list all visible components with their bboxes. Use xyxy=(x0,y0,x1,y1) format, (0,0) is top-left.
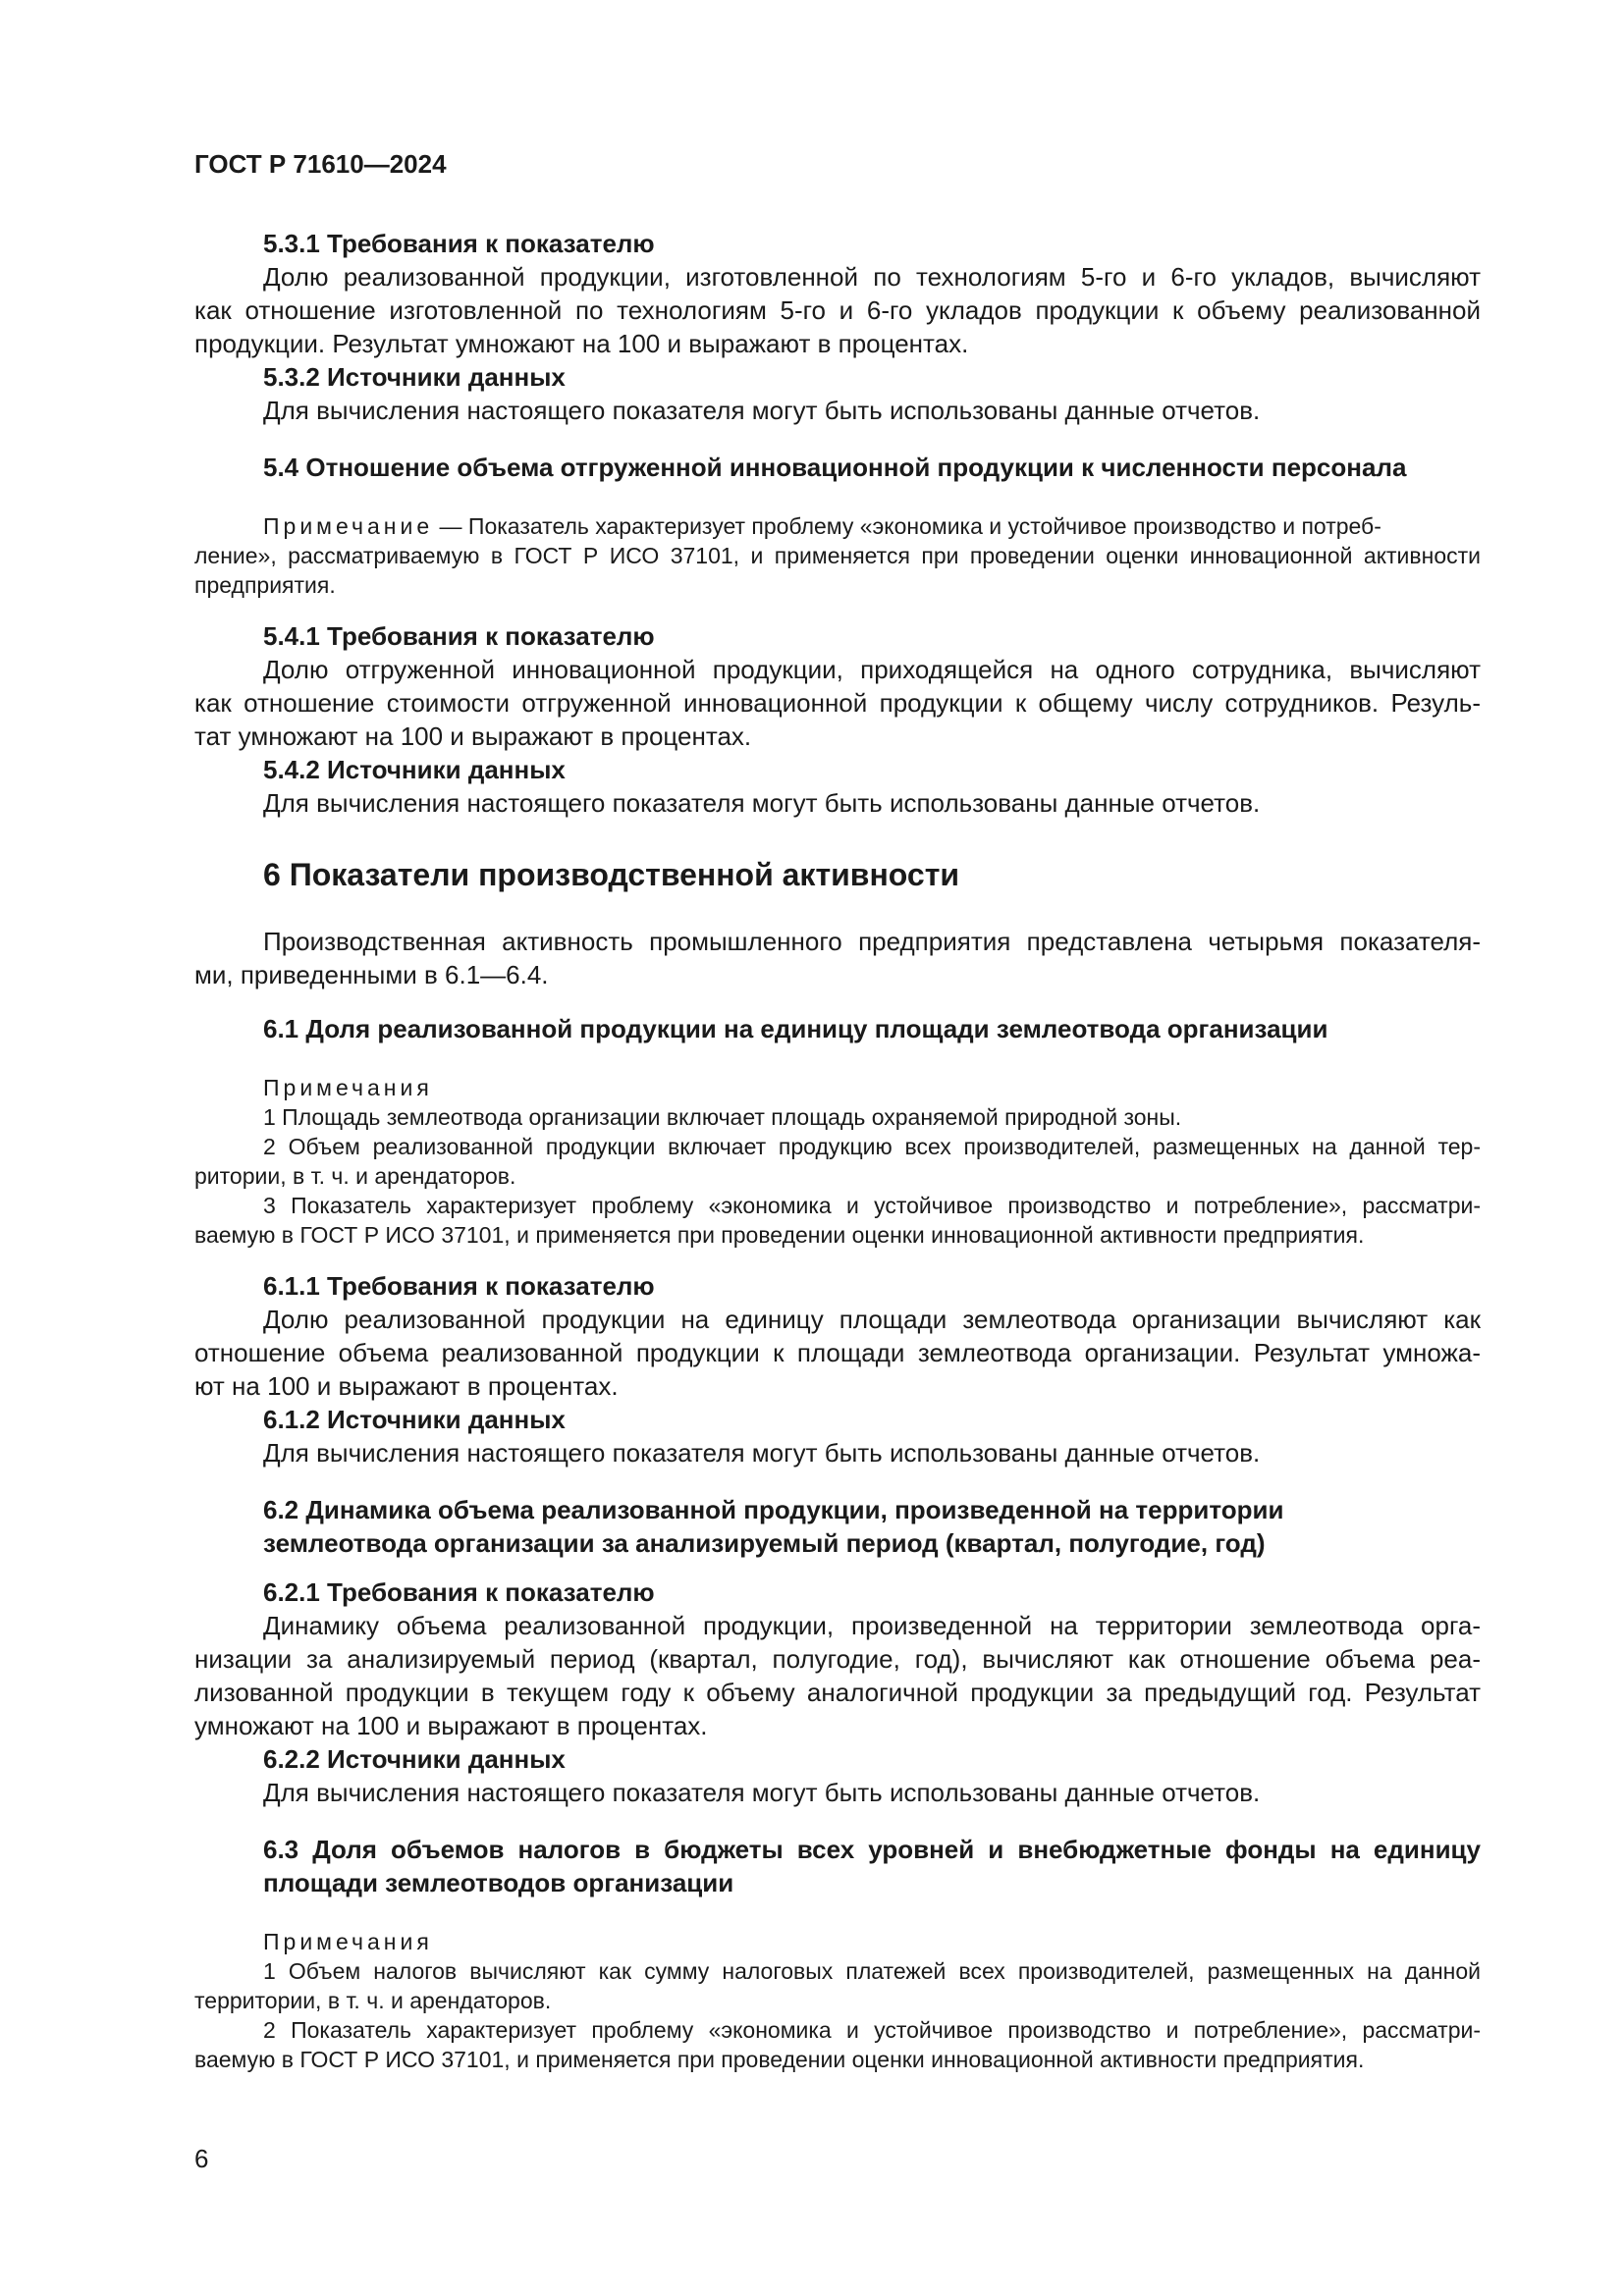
paragraph-line: Динамику объема реализованной продукции, произведенной на территории землеотвода орга- xyxy=(263,1611,1481,1640)
paragraph-line: Для вычисления настоящего показателя могут быть использованы данные отчетов. xyxy=(263,1778,1261,1807)
document-header: ГОСТ Р 71610—2024 xyxy=(194,149,447,179)
subsection-title: 6.1.2 Источники данных xyxy=(263,1405,566,1434)
paragraph-line: лизованной продукции в текущем году к объему аналогичной продукции за предыдущий год. Результат xyxy=(194,1678,1481,1707)
section-title: 6.1 Доля реализованной продукции на единицу площади землеотвода организации xyxy=(263,1014,1328,1043)
subsection-title: 5.4.2 Источники данных xyxy=(263,755,566,784)
note-line: ление», рассматриваемую в ГОСТ Р ИСО 37101, и применяется при проведении оценки инновационной активности xyxy=(194,543,1481,568)
chapter-title: 6 Показатели производственной активности xyxy=(263,857,960,892)
section-title: площади землеотводов организации xyxy=(263,1868,734,1897)
note-label: Примечание xyxy=(263,513,434,539)
subsection-title: 6.2.1 Требования к показателю xyxy=(263,1577,655,1607)
paragraph-line: ют на 100 и выражают в процентах. xyxy=(194,1371,619,1401)
section-title: 5.4 Отношение объема отгруженной инновационной продукции к численности персонала xyxy=(263,453,1407,482)
note-line: 1 Объем налогов вычисляют как сумму налоговых платежей всех производителей, размещенных на данной xyxy=(263,1958,1481,1984)
paragraph-line: отношение объема реализованной продукции к площади землеотвода организации. Результат умножа- xyxy=(194,1338,1481,1367)
note-text: — Показатель характеризует проблему «экономика и устойчивое производство и потреб- xyxy=(439,513,1381,539)
paragraph-line: Долю отгруженной инновационной продукции, приходящейся на одного сотрудника, вычисляют xyxy=(263,655,1481,684)
subsection-title: 5.4.1 Требования к показателю xyxy=(263,621,655,651)
paragraph-line: Для вычисления настоящего показателя могут быть использованы данные отчетов. xyxy=(263,396,1261,425)
subsection-title: 5.3.1 Требования к показателю xyxy=(263,229,655,258)
paragraph-line: Производственная активность промышленного предприятия представлена четырьмя показателя- xyxy=(263,927,1481,956)
paragraph-line: Долю реализованной продукции на единицу площади землеотвода организации вычисляют как xyxy=(263,1305,1481,1334)
note-line: 2 Объем реализованной продукции включает продукцию всех производителей, размещенных на данной тер- xyxy=(263,1134,1481,1159)
paragraph-line: продукции. Результат умножают на 100 и выражают в процентах. xyxy=(194,329,969,358)
section-title: 6.3 Доля объемов налогов в бюджеты всех уровней и внебюджетные фонды на единицу xyxy=(263,1835,1481,1864)
note-line: 2 Показатель характеризует проблему «экономика и устойчивое производство и потребление», рассматри- xyxy=(263,2017,1481,2043)
paragraph-line: тат умножают на 100 и выражают в процентах. xyxy=(194,721,752,751)
paragraph-line: Для вычисления настоящего показателя могут быть использованы данные отчетов. xyxy=(263,788,1261,818)
paragraph-line: как отношение изготовленной по технологиям 5-го и 6-го укладов продукции к объему реализованной xyxy=(194,295,1481,325)
page-number: 6 xyxy=(194,2144,209,2173)
note-line xyxy=(263,511,1481,541)
paragraph-line: Долю реализованной продукции, изготовленной по технологиям 5-го и 6-го укладов, вычисляют xyxy=(263,262,1481,292)
subsection-title: 5.3.2 Источники данных xyxy=(263,362,566,392)
paragraph-line: как отношение стоимости отгруженной инновационной продукции к общему числу сотрудников. Резуль- xyxy=(194,688,1481,718)
note-line: ваемую в ГОСТ Р ИСО 37101, и применяется при проведении оценки инновационной активности предприятия. xyxy=(194,2047,1365,2072)
section-title: 6.2 Динамика объема реализованной продукции, произведенной на территории xyxy=(263,1495,1284,1524)
paragraph-line: Для вычисления настоящего показателя могут быть использованы данные отчетов. xyxy=(263,1438,1261,1468)
note-line: 1 Площадь землеотвода организации включает площадь охраняемой природной зоны. xyxy=(263,1104,1182,1130)
note-line: предприятия. xyxy=(194,572,336,598)
paragraph-line: низации за анализируемый период (квартал, полугодие, год), вычисляют как отношение объема реа- xyxy=(194,1644,1481,1674)
paragraph-line: умножают на 100 и выражают в процентах. xyxy=(194,1711,708,1740)
paragraph-line: ми, приведенными в 6.1—6.4. xyxy=(194,960,549,989)
subsection-title: 6.1.1 Требования к показателю xyxy=(263,1271,655,1301)
note-line: ваемую в ГОСТ Р ИСО 37101, и применяется при проведении оценки инновационной активности предприятия. xyxy=(194,1222,1365,1248)
note-line: территории, в т. ч. и арендаторов. xyxy=(194,1988,552,2013)
subsection-title: 6.2.2 Источники данных xyxy=(263,1744,566,1774)
notes-label: Примечания xyxy=(263,1929,433,1954)
notes-label: Примечания xyxy=(263,1075,433,1100)
note-line: ритории, в т. ч. и арендаторов. xyxy=(194,1163,516,1189)
note-line: 3 Показатель характеризует проблему «экономика и устойчивое производство и потребление», рассматри- xyxy=(263,1193,1481,1218)
section-title: землеотвода организации за анализируемый период (квартал, полугодие, год) xyxy=(263,1528,1266,1558)
